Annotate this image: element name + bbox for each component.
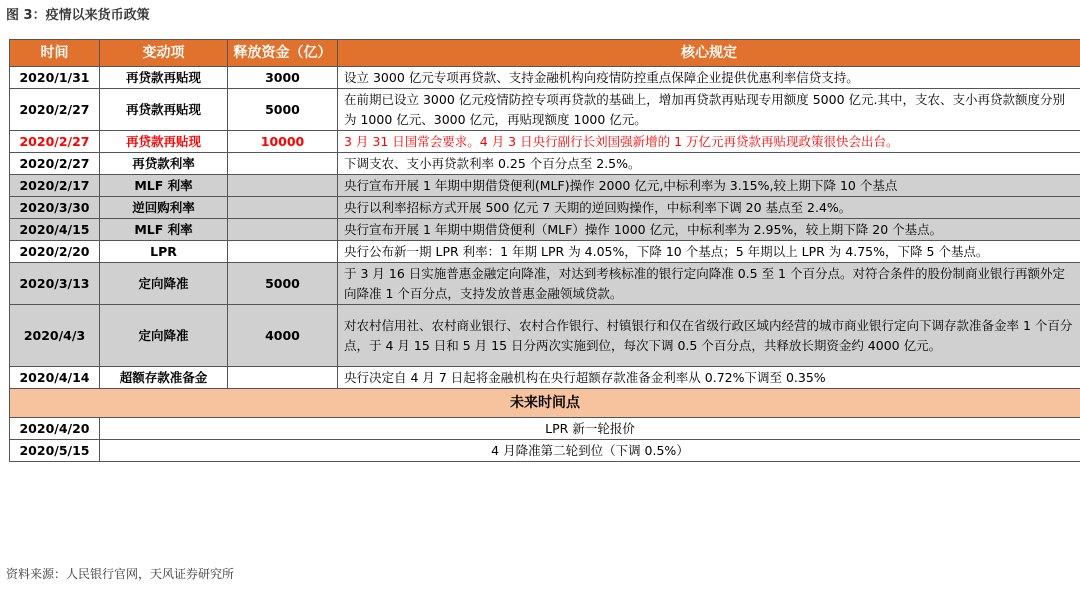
row-item: LPR: [100, 241, 228, 263]
row-rule: 央行公布新一期 LPR 利率：1 年期 LPR 为 4.05%，下降 10 个基点；5 年期以上 LPR 为 4.75%，下降 5 个基点。: [338, 241, 1080, 263]
row-amount: 10000: [228, 131, 338, 153]
table-row: [10, 219, 1080, 241]
row-date: 2020/2/27: [10, 131, 100, 153]
row-item: 再贷款再贴现: [100, 67, 228, 89]
future-text: LPR 新一轮报价: [100, 418, 1080, 440]
future-header-row: [10, 389, 1080, 418]
row-item: 再贷款再贴现: [100, 131, 228, 153]
future-row: [10, 440, 1080, 462]
row-date: 2020/4/3: [10, 305, 100, 367]
row-amount: [228, 153, 338, 175]
table-header-row: [10, 40, 1080, 67]
table-row: [10, 89, 1080, 131]
table-row-highlighted: [10, 131, 1080, 153]
row-item: MLF 利率: [100, 175, 228, 197]
table-row: [10, 305, 1080, 367]
row-item: 定向降准: [100, 263, 228, 305]
row-rule: 在前期已设立 3000 亿元疫情防控专项再贷款的基础上，增加再贷款再贴现专用额度 5000 亿元.其中，支农、支小再贷款额度分别为 1000 亿元、3000 亿元，再贴现额度 1000 亿元。: [338, 89, 1080, 131]
header-rule: 核心规定: [338, 40, 1080, 67]
row-date: 2020/3/30: [10, 197, 100, 219]
future-text: 4 月降准第二轮到位（下调 0.5%）: [100, 440, 1080, 462]
row-amount: 3000: [228, 67, 338, 89]
row-rule: 央行以利率招标方式开展 500 亿元 7 天期的逆回购操作，中标利率下调 20 基点至 2.4%。: [338, 197, 1080, 219]
row-date: 2020/2/27: [10, 153, 100, 175]
row-amount: [228, 175, 338, 197]
table-row: [10, 175, 1080, 197]
row-date: 2020/2/27: [10, 89, 100, 131]
table-row: [10, 367, 1080, 389]
row-rule: 3 月 31 日国常会要求。4 月 3 日央行副行长刘国强新增的 1 万亿元再贷款再贴现政策很快会出台。: [338, 131, 1080, 153]
future-row: [10, 418, 1080, 440]
header-item: 变动项: [100, 40, 228, 67]
row-rule: 设立 3000 亿元专项再贷款、支持金融机构向疫情防控重点保障企业提供优惠利率信贷支持。: [338, 67, 1080, 89]
row-item: 再贷款再贴现: [100, 89, 228, 131]
row-amount: 5000: [228, 89, 338, 131]
row-amount: [228, 241, 338, 263]
row-rule: 对农村信用社、农村商业银行、农村合作银行、村镇银行和仅在省级行政区域内经营的城市商业银行定向下调存款准备金率 1 个百分点，于 4 月 15 日和 5 月 15 日分两次实施到位，每次下调 0.5 个百分点，共释放长期资金约 4000 亿元。: [338, 305, 1080, 367]
row-date: 2020/4/15: [10, 219, 100, 241]
row-amount: 4000: [228, 305, 338, 367]
header-date: 时间: [10, 40, 100, 67]
row-date: 2020/3/13: [10, 263, 100, 305]
row-amount: [228, 367, 338, 389]
table-row: [10, 263, 1080, 305]
figure-title: 图 3：疫情以来货币政策: [6, 8, 150, 23]
row-date: 2020/2/17: [10, 175, 100, 197]
row-amount: [228, 219, 338, 241]
table-row: [10, 67, 1080, 89]
future-date: 2020/4/20: [10, 418, 100, 440]
row-rule: 于 3 月 16 日实施普惠金融定向降准，对达到考核标准的银行定向降准 0.5 至 1 个百分点。对符合条件的股份制商业银行再额外定向降准 1 个百分点，支持发放普惠金融领域贷款。: [338, 263, 1080, 305]
row-rule: 下调支农、支小再贷款利率 0.25 个百分点至 2.5%。: [338, 153, 1080, 175]
row-rule: 央行宣布开展 1 年期中期借贷便利（MLF）操作 1000 亿元，中标利率为 2.95%，较上期下降 20 个基点。: [338, 219, 1080, 241]
row-rule: 央行宣布开展 1 年期中期借贷便利(MLF)操作 2000 亿元,中标利率为 3.15%,较上期下降 10 个基点: [338, 175, 1080, 197]
row-amount: [228, 197, 338, 219]
header-amount: 释放资金（亿）: [228, 40, 338, 67]
row-item: 再贷款利率: [100, 153, 228, 175]
row-date: 2020/2/20: [10, 241, 100, 263]
source-note: 资料来源：人民银行官网，天风证券研究所: [6, 567, 235, 581]
row-date: 2020/1/31: [10, 67, 100, 89]
future-date: 2020/5/15: [10, 440, 100, 462]
table-row: [10, 153, 1080, 175]
row-amount: 5000: [228, 263, 338, 305]
row-item: 定向降准: [100, 305, 228, 367]
row-item: 逆回购利率: [100, 197, 228, 219]
policy-table: [9, 39, 1080, 462]
row-item: MLF 利率: [100, 219, 228, 241]
policy-table-container: [9, 39, 1080, 462]
row-rule: 央行决定自 4 月 7 日起将金融机构在央行超额存款准备金利率从 0.72%下调至 0.35%: [338, 367, 1080, 389]
row-date: 2020/4/14: [10, 367, 100, 389]
table-row: [10, 197, 1080, 219]
table-row: [10, 241, 1080, 263]
row-item: 超额存款准备金: [100, 367, 228, 389]
future-header: 未来时间点: [10, 389, 1080, 418]
